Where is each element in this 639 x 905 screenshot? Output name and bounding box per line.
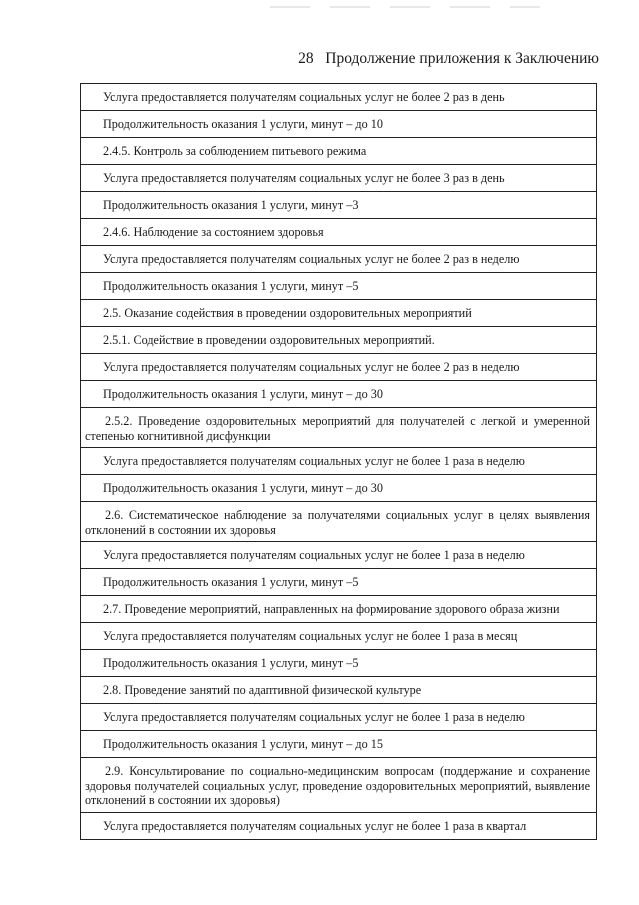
table-row [81, 354, 596, 381]
table-row [81, 758, 596, 813]
page-header [298, 50, 599, 68]
row-text: 2.5. Оказание содействия в проведении оздоровительных мероприятий [103, 306, 472, 320]
row-text: Продолжительность оказания 1 услуги, минут – до 10 [103, 117, 383, 131]
table-row [81, 448, 596, 475]
row-text: Продолжительность оказания 1 услуги, минут –5 [103, 656, 359, 670]
row-text: Услуга предоставляется получателям социальных услуг не более 1 раза в месяц [103, 629, 518, 643]
row-text: 2.9. Консультирование по социально-медицинским вопросам (поддержание и сохранение здоровья получателей социальных услуг, проведение оздоровительных мероприятий, выявление отклонений в состоянии их здоровья) [85, 764, 590, 807]
row-text: 2.7. Проведение мероприятий, направленных на формирование здорового образа жизни [103, 602, 560, 616]
row-text: 2.8. Проведение занятий по адаптивной физической культуре [103, 683, 422, 697]
table-row [81, 246, 596, 273]
table-row [81, 408, 596, 448]
table-row [81, 111, 596, 138]
row-text: Услуга предоставляется получателям социальных услуг не более 1 раза в неделю [103, 548, 525, 562]
row-text: Продолжительность оказания 1 услуги, минут – до 30 [103, 387, 383, 401]
table-row [81, 273, 596, 300]
page-number: 28 [298, 50, 314, 67]
table-row [81, 731, 596, 758]
table-row [81, 138, 596, 165]
row-text: 2.5.2. Проведение оздоровительных мероприятий для получателей с легкой и умеренной степенью когнитивной дисфункции [85, 414, 590, 443]
table-row [81, 381, 596, 408]
row-text: 2.6. Систематическое наблюдение за получателями социальных услуг в целях выявления отклонений в состоянии их здоровья [85, 508, 590, 537]
scan-artifact [270, 6, 540, 8]
row-text: Услуга предоставляется получателям социальных услуг не более 1 раза в квартал [103, 819, 527, 833]
table-row [81, 596, 596, 623]
table-row [81, 165, 596, 192]
page-header-title: Продолжение приложения к Заключению [325, 50, 599, 67]
table-row [81, 650, 596, 677]
table-row [81, 219, 596, 246]
row-text: Продолжительность оказания 1 услуги, минут – до 15 [103, 737, 383, 751]
table-row [81, 704, 596, 731]
services-table [80, 83, 597, 840]
row-text: Продолжительность оказания 1 услуги, минут –5 [103, 575, 359, 589]
table-row [81, 327, 596, 354]
row-text: Услуга предоставляется получателям социальных услуг не более 1 раза в неделю [103, 710, 525, 724]
row-text: Услуга предоставляется получателям социальных услуг не более 2 раз в день [103, 90, 505, 104]
row-text: Услуга предоставляется получателям социальных услуг не более 3 раз в день [103, 171, 505, 185]
table-row [81, 502, 596, 542]
table-row [81, 813, 596, 840]
table-row [81, 542, 596, 569]
table-row [81, 84, 596, 111]
table-row [81, 623, 596, 650]
table-row [81, 300, 596, 327]
table-row [81, 677, 596, 704]
row-text: 2.4.6. Наблюдение за состоянием здоровья [103, 225, 324, 239]
row-text: Продолжительность оказания 1 услуги, минут – до 30 [103, 481, 383, 495]
row-text: Услуга предоставляется получателям социальных услуг не более 2 раз в неделю [103, 360, 520, 374]
row-text: Продолжительность оказания 1 услуги, минут –5 [103, 279, 359, 293]
table-row [81, 569, 596, 596]
table-row [81, 192, 596, 219]
row-text: 2.4.5. Контроль за соблюдением питьевого режима [103, 144, 367, 158]
row-text: 2.5.1. Содействие в проведении оздоровительных мероприятий. [103, 333, 435, 347]
row-text: Продолжительность оказания 1 услуги, минут –3 [103, 198, 359, 212]
row-text: Услуга предоставляется получателям социальных услуг не более 2 раз в неделю [103, 252, 520, 266]
row-text: Услуга предоставляется получателям социальных услуг не более 1 раза в неделю [103, 454, 525, 468]
table-row [81, 475, 596, 502]
